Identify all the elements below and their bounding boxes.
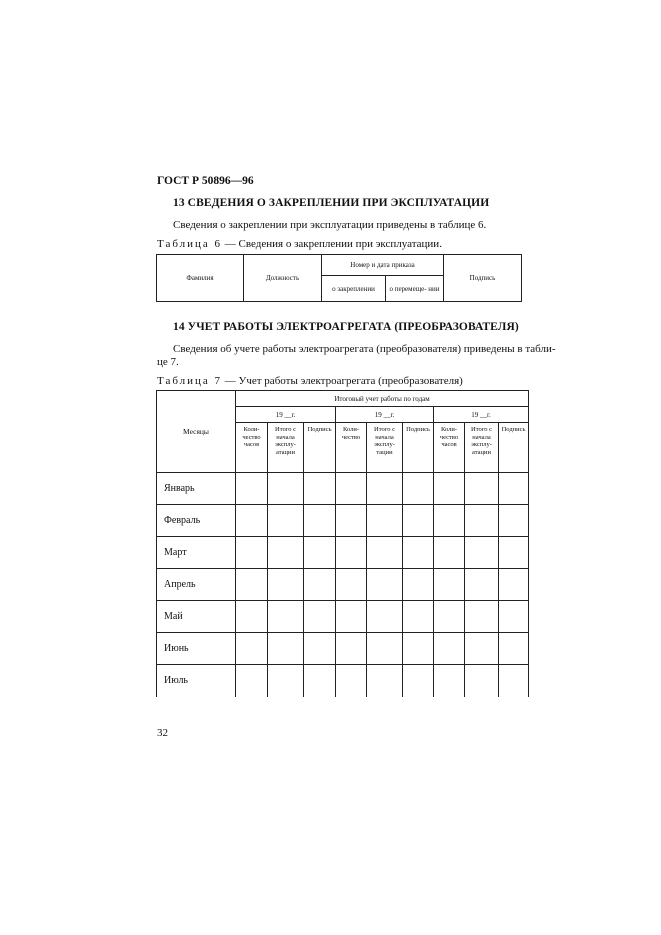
month-label: Июнь (157, 633, 236, 665)
t6-header-order-move: о перемеще- нии (386, 276, 444, 302)
t7-sub-hours: Коли- чество часов (236, 423, 268, 473)
t7-header-year-3: 19 __г. (434, 407, 529, 423)
table-7-label: Таблица 7 (157, 375, 223, 387)
t7-sub-total: Итого с начала эксплу- атации (268, 423, 304, 473)
table-row (157, 537, 529, 569)
section-14-paragraph-line2: це 7. (157, 356, 179, 368)
section-13-paragraph: Сведения о закреплении при эксплуатации приведены в таблице 6. (173, 219, 487, 231)
document-code: ГОСТ Р 50896—96 (157, 175, 254, 187)
t7-header-year-1: 19 __г. (236, 407, 336, 423)
t6-header-surname: Фамилия (157, 255, 244, 302)
table-row (157, 601, 529, 633)
table-6-title: — Сведения о закреплении при эксплуатации. (222, 238, 442, 250)
t7-sub-total: Итого с начала эксплу- атации (465, 423, 499, 473)
t7-sub-total: Итого с начала эксплу- тации (367, 423, 403, 473)
month-label: Февраль (157, 505, 236, 537)
page-number: 32 (157, 727, 168, 739)
t7-sub-hours: Коли- чество (336, 423, 367, 473)
t6-header-signature: Подпись (444, 255, 522, 302)
table-6-label: Таблица 6 (157, 238, 223, 250)
section-13-heading: 13 СВЕДЕНИЯ О ЗАКРЕПЛЕНИИ ПРИ ЭКСПЛУАТАЦИИ (173, 197, 490, 209)
month-label: Июль (157, 665, 236, 697)
section-14-paragraph-line1: Сведения об учете работы электроагрегата (преобразователя) приведены в табли- (173, 343, 556, 355)
t7-sub-signature: Подпись (499, 423, 529, 473)
month-label: Март (157, 537, 236, 569)
table-7-title: — Учет работы электроагрегата (преобразователя) (222, 375, 463, 387)
table-row (157, 569, 529, 601)
table-row (157, 633, 529, 665)
table-6-caption (157, 238, 442, 250)
table-6 (156, 254, 522, 302)
t7-sub-hours: Коли- чество часов (434, 423, 465, 473)
t7-header-months: Месяцы (157, 391, 236, 473)
table-row (157, 665, 529, 697)
table-7-caption (157, 375, 463, 387)
t7-sub-signature: Подпись (304, 423, 336, 473)
t7-header-year-2: 19 __г. (336, 407, 434, 423)
month-label: Апрель (157, 569, 236, 601)
t6-header-order: Номер и дата приказа (322, 255, 444, 276)
table-7 (156, 390, 529, 697)
t7-sub-signature: Подпись (403, 423, 434, 473)
section-14-heading: 14 УЧЕТ РАБОТЫ ЭЛЕКТРОАГРЕГАТА (ПРЕОБРАЗОВАТЕЛЯ) (173, 321, 519, 333)
t6-header-order-fix: о закреплении (322, 276, 386, 302)
t7-header-total: Итоговый учет работы по годам (236, 391, 529, 407)
table-row (157, 505, 529, 537)
month-label: Май (157, 601, 236, 633)
month-label: Январь (157, 473, 236, 505)
table-row (157, 473, 529, 505)
t6-header-position: Должность (244, 255, 322, 302)
